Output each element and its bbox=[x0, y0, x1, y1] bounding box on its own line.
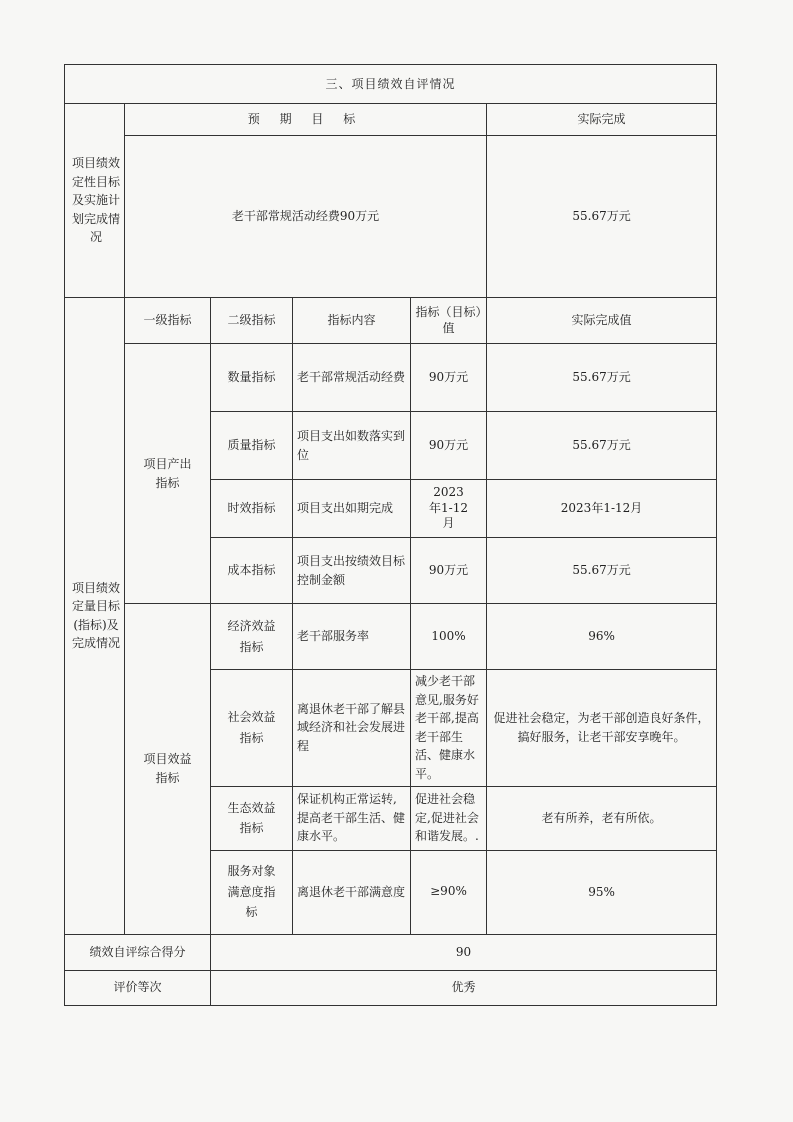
level2-cell: 生态效益指标 bbox=[211, 786, 293, 850]
actual-cell: 55.67万元 bbox=[487, 538, 717, 604]
actual-cell: 促进社会稳定，为老干部创造良好条件，搞好服务，让老干部安享晚年。 bbox=[487, 670, 717, 787]
target-cell: ≥90% bbox=[411, 850, 487, 934]
level2-cell: 数量指标 bbox=[211, 344, 293, 412]
performance-table bbox=[64, 64, 717, 1006]
target-cell: 减少老干部意见,服务好老干部,提高老干部生活、健康水平。 bbox=[411, 670, 487, 787]
goal-header: 预 期 目 标 bbox=[125, 104, 487, 136]
target-cell: 90万元 bbox=[411, 412, 487, 480]
content-cell: 老干部服务率 bbox=[293, 604, 411, 670]
actual-cell: 2023年1-12月 bbox=[487, 480, 717, 538]
header-level2: 二级指标 bbox=[211, 298, 293, 344]
actual-cell: 55.67万元 bbox=[487, 412, 717, 480]
target-cell: 促进社会稳定,促进社会和谐发展。. bbox=[411, 786, 487, 850]
content-cell: 离退休老干部了解县域经济和社会发展进程 bbox=[293, 670, 411, 787]
grade-label: 评价等次 bbox=[65, 970, 211, 1005]
grade-value: 优秀 bbox=[211, 970, 717, 1005]
section-title: 三、项目绩效自评情况 bbox=[65, 65, 717, 104]
actual-value: 55.67万元 bbox=[487, 136, 717, 298]
content-cell: 老干部常规活动经费 bbox=[293, 344, 411, 412]
header-actual: 实际完成值 bbox=[487, 298, 717, 344]
goal-value: 老干部常规活动经费90万元 bbox=[125, 136, 487, 298]
actual-cell: 老有所养，老有所依。 bbox=[487, 786, 717, 850]
level1-output: 项目产出指标 bbox=[125, 344, 211, 604]
header-level1: 一级指标 bbox=[125, 298, 211, 344]
actual-cell: 96% bbox=[487, 604, 717, 670]
level2-cell: 质量指标 bbox=[211, 412, 293, 480]
qualitative-side-label: 项目绩效定性目标及实施计划完成情况 bbox=[65, 104, 125, 298]
score-label: 绩效自评综合得分 bbox=[65, 934, 211, 970]
actual-header: 实际完成 bbox=[487, 104, 717, 136]
content-cell: 项目支出如数落实到位 bbox=[293, 412, 411, 480]
level1-benefit: 项目效益指标 bbox=[125, 604, 211, 935]
level2-cell: 经济效益指标 bbox=[211, 604, 293, 670]
level2-cell: 成本指标 bbox=[211, 538, 293, 604]
content-cell: 离退休老干部满意度 bbox=[293, 850, 411, 934]
level2-cell: 时效指标 bbox=[211, 480, 293, 538]
level2-cell: 服务对象满意度指标 bbox=[211, 850, 293, 934]
content-cell: 项目支出如期完成 bbox=[293, 480, 411, 538]
target-cell: 2023年1-12月 bbox=[411, 480, 487, 538]
content-cell: 项目支出按绩效目标控制金额 bbox=[293, 538, 411, 604]
header-target: 指标（目标）值 bbox=[411, 298, 487, 344]
header-content: 指标内容 bbox=[293, 298, 411, 344]
target-cell: 90万元 bbox=[411, 538, 487, 604]
target-cell: 100% bbox=[411, 604, 487, 670]
content-cell: 保证机构正常运转,提高老干部生活、健康水平。 bbox=[293, 786, 411, 850]
quantitative-side-label: 项目绩效定量目标(指标)及完成情况 bbox=[65, 298, 125, 935]
score-value: 90 bbox=[211, 934, 717, 970]
actual-cell: 95% bbox=[487, 850, 717, 934]
level2-cell: 社会效益指标 bbox=[211, 670, 293, 787]
actual-cell: 55.67万元 bbox=[487, 344, 717, 412]
target-cell: 90万元 bbox=[411, 344, 487, 412]
